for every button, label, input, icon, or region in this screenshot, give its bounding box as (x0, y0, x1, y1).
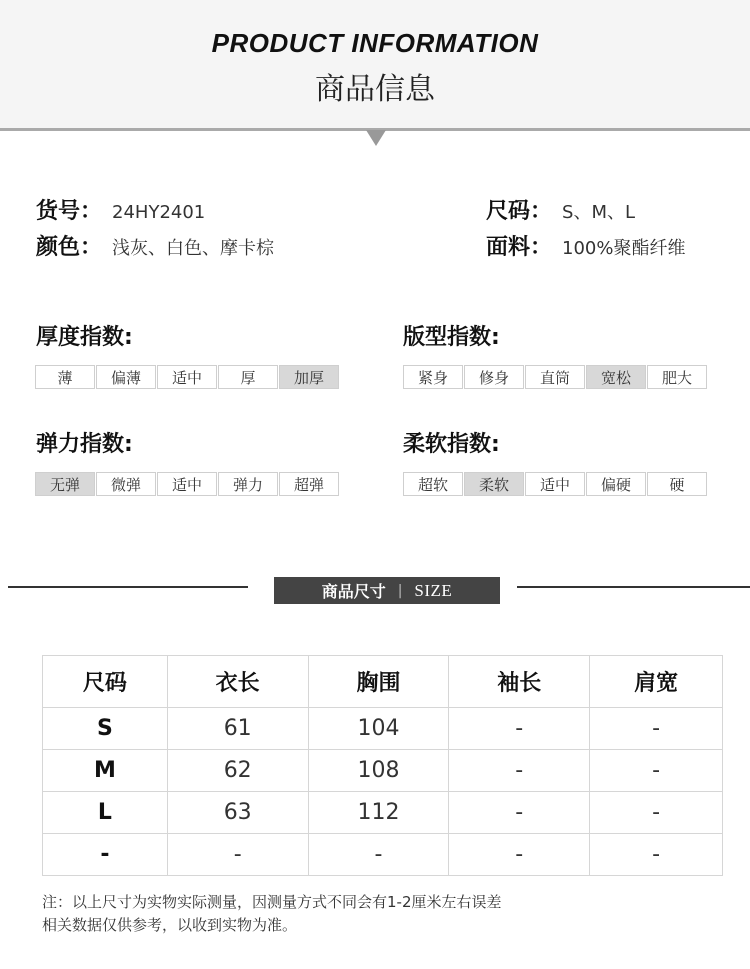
fit-scale (403, 365, 707, 389)
table-cell: M (43, 750, 168, 792)
table-row (43, 750, 723, 792)
elasticity-option: 超弹 (279, 472, 339, 496)
size-divider-left (8, 586, 248, 588)
table-header-cell: 尺码 (43, 656, 168, 708)
table-header-row (43, 656, 723, 708)
softness-scale (403, 472, 707, 496)
color-label: 颜色： (36, 235, 103, 260)
table-cell: 104 (308, 708, 449, 750)
fit-option: 直筒 (525, 365, 585, 389)
elasticity-scale (35, 472, 339, 496)
fit-option: 修身 (464, 365, 524, 389)
table-cell: - (308, 834, 449, 876)
size-divider-right (517, 586, 750, 588)
thickness-option: 适中 (157, 365, 217, 389)
size-note-line-2: 相关数据仅供参考，以收到实物为准。 (42, 916, 298, 934)
thickness-scale (35, 365, 339, 389)
table-cell: 63 (167, 792, 308, 834)
fit-option: 宽松 (586, 365, 646, 389)
size-banner-en: SIZE (414, 580, 453, 600)
table-cell: 62 (167, 750, 308, 792)
size-section-banner (274, 577, 500, 604)
table-cell: 108 (308, 750, 449, 792)
table-header-cell: 袖长 (449, 656, 590, 708)
down-arrow-icon (366, 130, 386, 146)
fit-option: 紧身 (403, 365, 463, 389)
table-cell: S (43, 708, 168, 750)
item-number-row (36, 194, 205, 225)
table-cell: - (449, 834, 590, 876)
size-banner-cn: 商品尺寸 (321, 582, 386, 601)
elasticity-option: 弹力 (218, 472, 278, 496)
color-row (36, 230, 274, 261)
thickness-option: 加厚 (279, 365, 339, 389)
elasticity-index-title: 弹力指数: (36, 432, 133, 457)
table-cell: - (43, 834, 168, 876)
fabric-label: 面料： (486, 235, 553, 260)
table-cell: - (590, 792, 723, 834)
softness-option: 适中 (525, 472, 585, 496)
softness-option: 超软 (403, 472, 463, 496)
elasticity-option: 适中 (157, 472, 217, 496)
table-cell: 112 (308, 792, 449, 834)
softness-option: 偏硬 (586, 472, 646, 496)
fit-index-title: 版型指数: (403, 325, 500, 350)
thickness-index-title: 厚度指数: (36, 325, 133, 350)
table-row (43, 708, 723, 750)
table-cell: - (449, 750, 590, 792)
size-banner-separator: | (397, 582, 403, 599)
size-note-line-1: 注：以上尺寸为实物实际测量，因测量方式不同会有1-2厘米左右误差 (42, 893, 502, 911)
thickness-option: 厚 (218, 365, 278, 389)
table-cell: - (590, 750, 723, 792)
table-cell: - (449, 708, 590, 750)
table-cell: - (590, 834, 723, 876)
size-table (42, 655, 723, 876)
item-number-label: 货号： (36, 199, 103, 224)
table-cell: 61 (167, 708, 308, 750)
fabric-value: 100%聚酯纤维 (562, 238, 686, 259)
softness-option: 柔软 (464, 472, 524, 496)
elasticity-option: 微弹 (96, 472, 156, 496)
table-cell: - (590, 708, 723, 750)
size-value: S、M、L (562, 202, 635, 223)
table-cell: - (167, 834, 308, 876)
fit-option: 肥大 (647, 365, 707, 389)
fabric-row (486, 230, 685, 261)
elasticity-option: 无弹 (35, 472, 95, 496)
page-title-cn: 商品信息 (315, 72, 435, 107)
table-header-cell: 胸围 (308, 656, 449, 708)
table-row (43, 834, 723, 876)
size-row (486, 194, 635, 225)
item-number-value: 24HY2401 (112, 202, 206, 223)
size-label: 尺码： (486, 199, 553, 224)
page-title-en: PRODUCT INFORMATION (211, 28, 539, 58)
table-header-cell: 肩宽 (590, 656, 723, 708)
softness-index-title: 柔软指数: (403, 432, 500, 457)
table-row (43, 792, 723, 834)
table-cell: L (43, 792, 168, 834)
thickness-option: 偏薄 (96, 365, 156, 389)
table-header-cell: 衣长 (167, 656, 308, 708)
table-cell: - (449, 792, 590, 834)
color-value: 浅灰、白色、摩卡棕 (112, 238, 275, 259)
softness-option: 硬 (647, 472, 707, 496)
thickness-option: 薄 (35, 365, 95, 389)
